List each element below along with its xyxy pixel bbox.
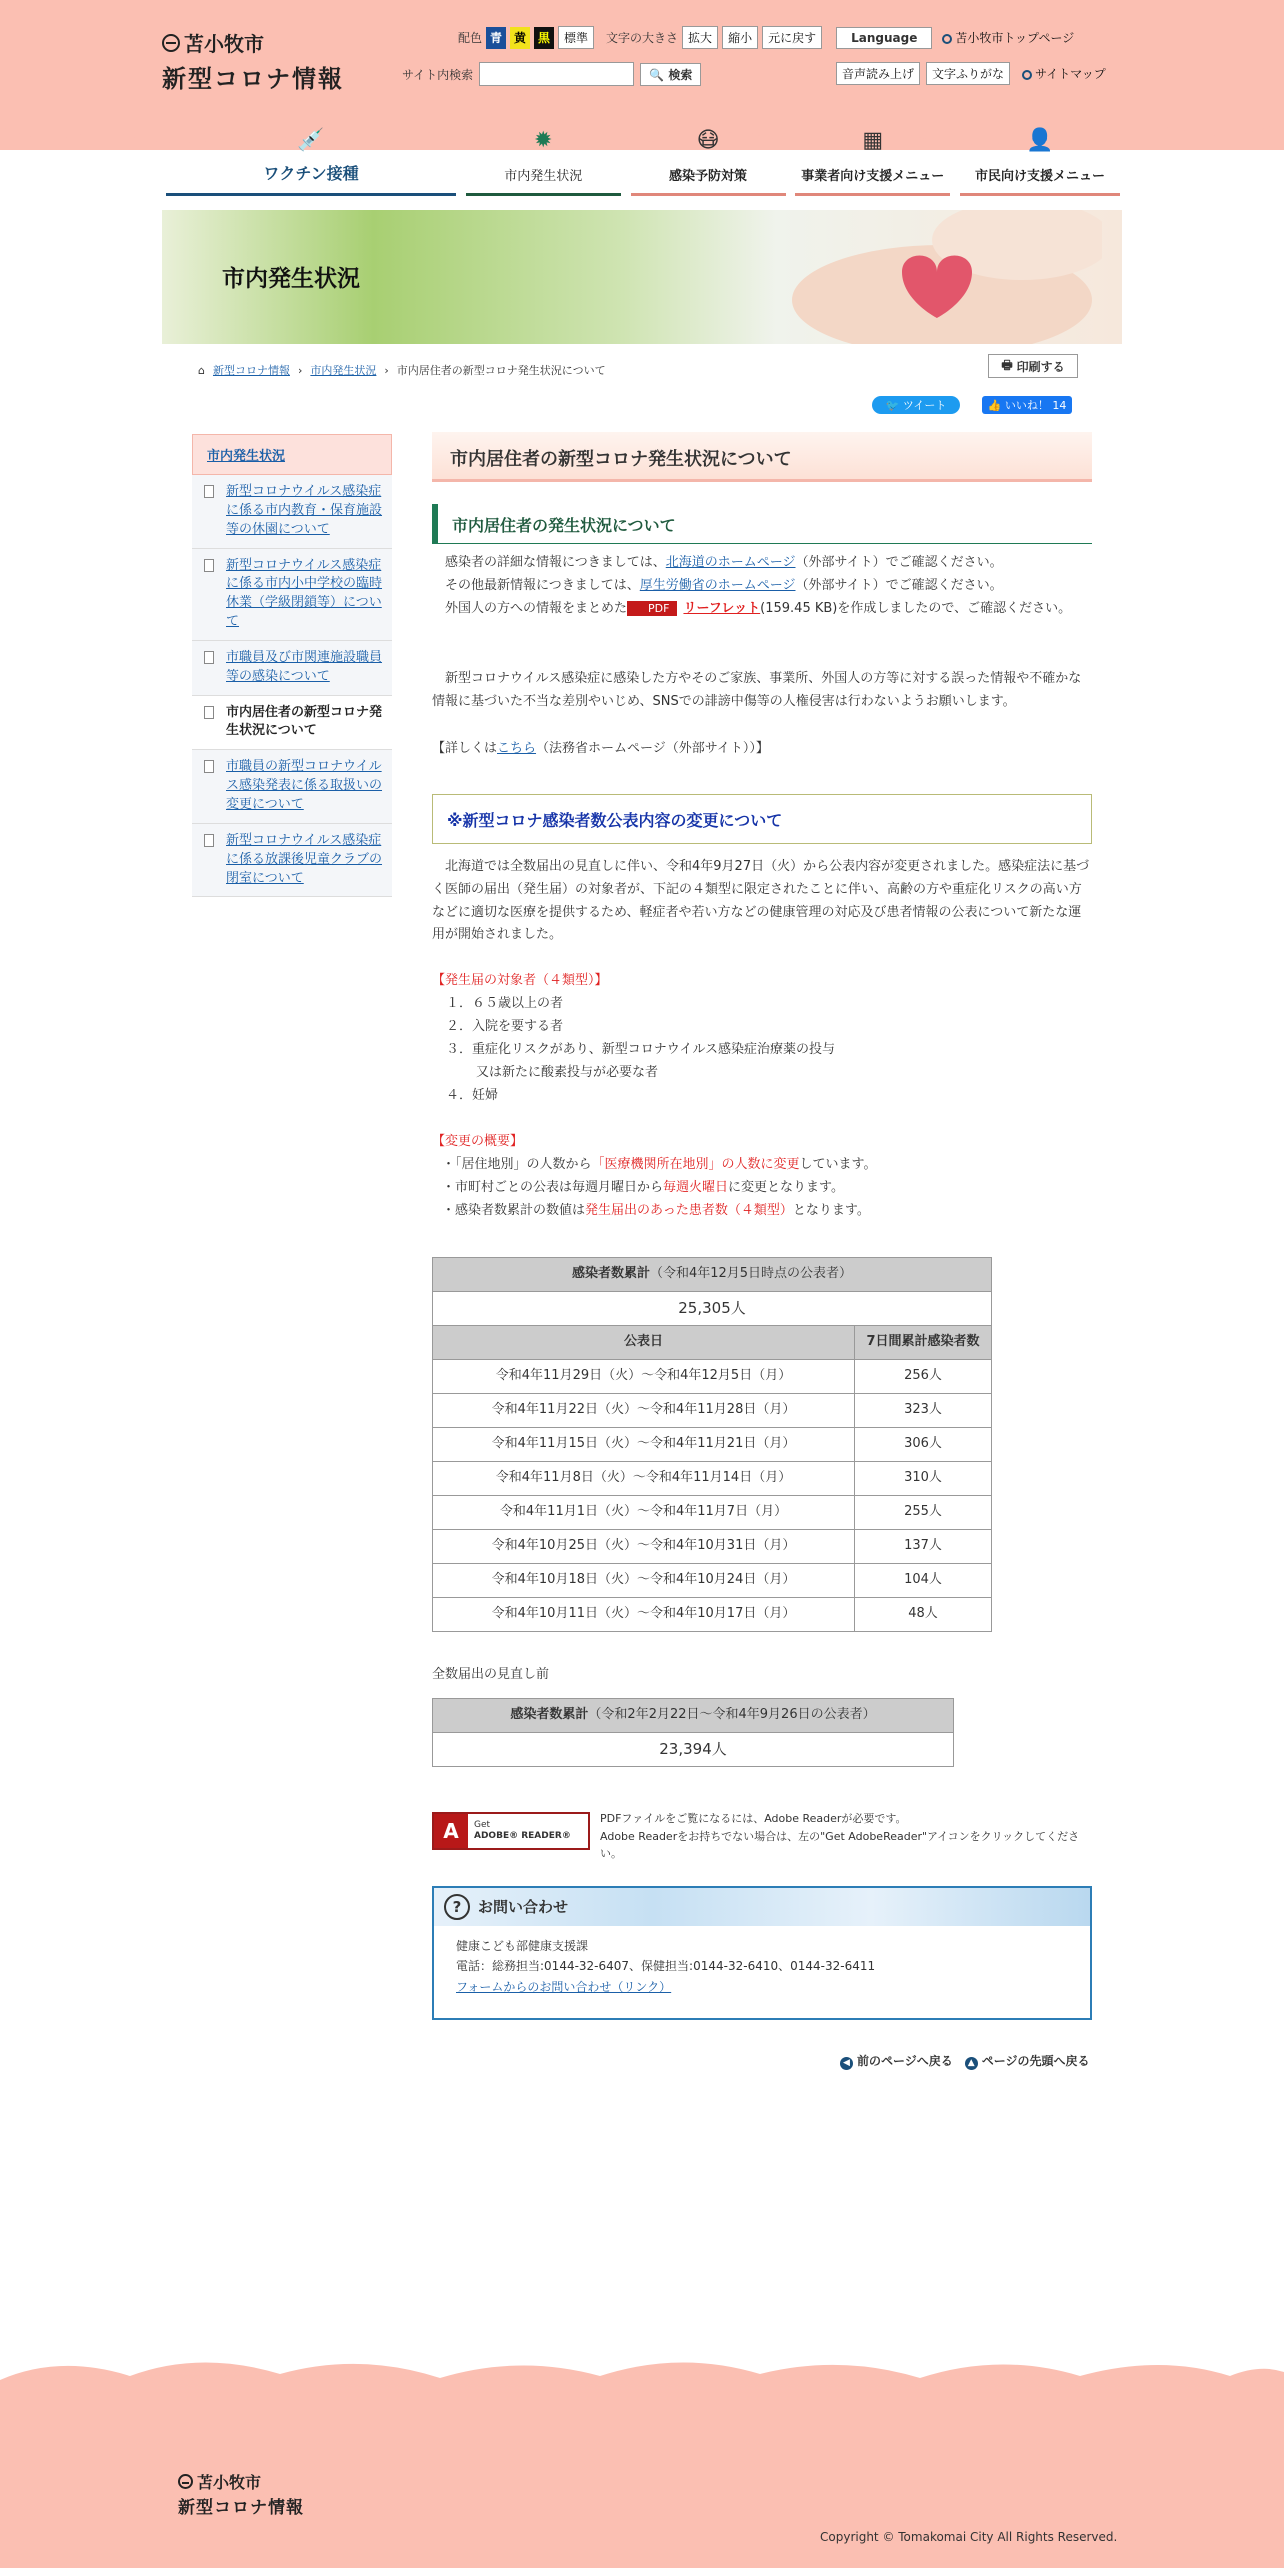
document-icon (204, 485, 214, 498)
paragraph: 【詳しくはこちら（法務省ホームページ（外部サイト））】 (432, 741, 769, 756)
contact-body: 健康こども部健康支援課 電話：総務担当:0144-32-6407、保健担当:0144-32-6410、0144-32-6411 フォームからのお問い合わせ（リンク） (456, 1939, 876, 1994)
language-button[interactable]: Language (836, 27, 932, 49)
table-row: 令和4年10月18日（火）～令和4年10月24日（月） 104人 (433, 1564, 992, 1598)
target-item: ３．重症化リスクがあり、新型コロナウイルス感染症治療薬の投与 (446, 1042, 835, 1057)
arrow-up-icon: ▲ (965, 2057, 978, 2070)
paragraph: 新型コロナウイルス感染症に感染した方やそのご家族、事業所、外国人の方等に対する誤った情報や不確かな情報に基づいた不当な差別やいじめ、SNSでの誹謗中傷等の人権侵害は行わないようお願いします。 (432, 671, 1082, 709)
change-item: ・「居住地別」の人数から「医療機関所在地別」の人数に変更しています。 (442, 1157, 877, 1172)
radio-icon (942, 34, 952, 44)
nav-local-status[interactable]: ✹ 市内発生状況 (466, 124, 621, 196)
fontsize-down-button[interactable]: 縮小 (722, 26, 758, 49)
target-item: 又は新たに酸素投与が必要な者 (476, 1065, 659, 1080)
radio-icon (1022, 70, 1032, 80)
table-row: 令和4年11月29日（火）～令和4年12月5日（月） 256人 (433, 1360, 992, 1394)
city-top-link[interactable]: 苫小牧市トップページ (942, 29, 1074, 46)
city-seal-icon (178, 2474, 193, 2489)
sidebar-item[interactable]: 市職員の新型コロナウイルス感染発表に係る取扱いの変更について (192, 750, 392, 824)
site-logo[interactable]: 苫小牧市 新型コロナ情報 (162, 32, 344, 93)
cases-table (432, 1257, 992, 1632)
twitter-icon: 🐦 (885, 398, 900, 412)
question-icon: ? (444, 1894, 470, 1920)
sidebar-item[interactable]: 新型コロナウイルス感染症に係る市内教育・保育施設等の休園について (192, 475, 392, 549)
sitemap-link[interactable]: サイトマップ (1022, 65, 1106, 82)
table-header: 感染者数累計（令和4年12月5日時点の公表者） (433, 1258, 992, 1292)
color-black-button[interactable]: 黒 (534, 27, 554, 49)
notice-body: 北海道では全数届出の見直しに伴い、令和4年9月27日（火）から公表内容が変更されました。感染症法に基づく医師の届出（発生届）の対象者が、下記の４類型に限定されたことに伴い、高齢の方や重症化リスクの高い方などに適切な医療を提供するため、軽症者や若い方などの健康管理の対応及び患者情報の公表について新たな運用が開始されました。 (432, 859, 1090, 943)
read-aloud-button[interactable]: 音声読み上げ (836, 62, 920, 85)
table-row: 令和4年10月25日（火）～令和4年10月31日（月） 137人 (433, 1530, 992, 1564)
tweet-button[interactable]: 🐦 ツイート (872, 396, 960, 414)
hands-heart-icon (772, 210, 1102, 344)
nav-vaccine[interactable]: 💉 ワクチン接種 (166, 124, 456, 196)
section-title: 市内居住者の発生状況について (432, 504, 1092, 544)
secondary-tools (836, 62, 1106, 85)
sidebar-item-current: 市内居住者の新型コロナ発生状況について (192, 696, 392, 751)
table-row: 令和4年10月11日（火）～令和4年10月17日（月） 48人 (433, 1598, 992, 1632)
hokkaido-link[interactable]: 北海道のホームページ (665, 555, 796, 570)
table-row: 令和4年11月1日（火）～令和4年11月7日（月） 255人 (433, 1496, 992, 1530)
color-standard-button[interactable]: 標準 (558, 26, 594, 49)
sidebar (192, 434, 392, 897)
nav-underline (631, 193, 786, 196)
notice-title: ※新型コロナ感染者数公表内容の変更について (432, 794, 1092, 844)
search-bar (402, 62, 701, 86)
person-icon: 👤 (1026, 128, 1054, 153)
printer-icon: 🖶 (1001, 357, 1013, 372)
change-item: ・市町村ごとの公表は毎週月曜日から毎週火曜日に変更となります。 (442, 1180, 844, 1195)
chevron-right-icon: › (384, 363, 389, 377)
column-header: 7日間累計感染者数 (855, 1326, 992, 1360)
adobe-icon: A (434, 1814, 468, 1848)
virus-icon: ✹ (534, 128, 553, 153)
search-icon: 🔍 (649, 67, 665, 82)
building-icon: ▦ (862, 128, 884, 153)
contact-box (432, 1886, 1092, 2020)
city-seal-icon (162, 34, 180, 52)
paragraph: 外国人の方への情報をまとめた PDF リーフレット(159.45 KB)を作成しましたので、ご確認ください。 (445, 601, 1072, 616)
footer-logo[interactable]: 苫小牧市 新型コロナ情報 (178, 2473, 304, 2518)
change-heading: 【変更の概要】 (432, 1134, 524, 1149)
document-icon (204, 706, 214, 719)
nav-prevention[interactable]: 😷 感染予防対策 (631, 124, 786, 196)
color-blue-button[interactable]: 青 (486, 27, 506, 49)
table-row: 令和4年11月22日（火）～令和4年11月28日（月） 323人 (433, 1394, 992, 1428)
target-item: １．６５歳以上の者 (446, 996, 564, 1011)
table-row: 令和4年11月8日（火）～令和4年11月14日（月） 310人 (433, 1462, 992, 1496)
mhlw-link[interactable]: 厚生労働省のホームページ (639, 578, 796, 593)
color-label: 配色 (458, 31, 483, 45)
facebook-like-button[interactable]: 👍 いいね！ 14 (982, 396, 1072, 414)
fontsize-reset-button[interactable]: 元に戻す (762, 26, 822, 49)
arrow-left-icon: ◀ (840, 2057, 853, 2070)
breadcrumb (198, 362, 606, 378)
cases-table-before (432, 1698, 954, 1767)
sidebar-item[interactable]: 新型コロナウイルス感染症に係る市内小中学校の臨時休業（学級閉鎖等）について (192, 549, 392, 641)
page-title: 市内居住者の新型コロナ発生状況について (432, 432, 1092, 482)
nav-underline (960, 193, 1120, 196)
sidebar-item[interactable]: 市職員及び市関連施設職員等の感染について (192, 641, 392, 696)
table-row: 令和4年11月15日（火）～令和4年11月21日（月） 306人 (433, 1428, 992, 1462)
fontsize-up-button[interactable]: 拡大 (682, 26, 718, 49)
chevron-right-icon: › (297, 363, 303, 377)
furigana-button[interactable]: 文字ふりがな (926, 62, 1010, 85)
pdf-icon: PDF (627, 601, 677, 616)
fontsize-label: 文字の大きさ (606, 31, 679, 45)
document-icon (204, 559, 214, 572)
nav-underline (795, 193, 950, 196)
syringe-icon: 💉 (297, 128, 325, 153)
document-icon (204, 760, 214, 773)
change-item: ・感染者数累計の数値は発生届出のあった患者数（４類型）となります。 (442, 1203, 870, 1218)
sidebar-item[interactable]: 新型コロナウイルス感染症に係る放課後児童クラブの閉室について (192, 824, 392, 898)
home-icon[interactable]: ⌂ (198, 363, 205, 377)
breadcrumb-link[interactable]: 新型コロナ情報 (212, 364, 290, 377)
contact-header: ? お問い合わせ (434, 1888, 1090, 1926)
page-banner (162, 210, 1122, 344)
paragraph: 感染者の詳細な情報につきましては、北海道のホームページ（外部サイト）でご確認ください。 (445, 555, 1003, 570)
mask-icon: 😷 (696, 128, 720, 153)
search-button[interactable]: 🔍 検索 (640, 63, 701, 86)
nav-business-support[interactable]: ▦ 事業者向け支援メニュー (795, 124, 950, 196)
get-adobe-reader-button[interactable]: A Get ADOBE® READER® (432, 1812, 590, 1850)
paragraph: その他最新情報につきましては、厚生労働省のホームページ（外部サイト）でご確認ください。 (445, 578, 1003, 593)
target-heading: 【発生届の対象者（４類型）】 (432, 973, 608, 988)
copyright: Copyright © Tomakomai City All Rights Reserved. (820, 2530, 1118, 2544)
breadcrumb-current: 市内居住者の新型コロナ発生状況について (396, 364, 606, 377)
page-top-link[interactable]: ▲ ページの先頭へ戻る (965, 2052, 1090, 2070)
print-button[interactable]: 🖶 印刷する (988, 354, 1078, 378)
document-icon (204, 651, 214, 664)
thumbs-up-icon: 👍 (987, 398, 1002, 412)
prev-page-link[interactable]: ◀ 前のページへ戻る (840, 2052, 953, 2070)
cases-total: 23,394人 (433, 1733, 954, 1767)
target-item: ４．妊婦 (446, 1088, 499, 1103)
search-label: サイト内検索 (402, 67, 474, 82)
nav-underline (466, 193, 621, 196)
nav-citizen-support[interactable]: 👤 市民向け支援メニュー (960, 124, 1120, 196)
cases-total: 25,305人 (433, 1292, 992, 1326)
back-links (840, 2052, 1090, 2070)
breadcrumb-link[interactable]: 市内発生状況 (310, 364, 377, 377)
contact-form-link[interactable]: フォームからのお問い合わせ（リンク） (456, 1979, 672, 1994)
table2-caption: 全数届出の見直し前 (432, 1667, 550, 1682)
adobe-note: PDFファイルをご覧になるには、Adobe Readerが必要です。 Adobe Readerをお持ちでない場合は、左の"Get AdobeReader"アイコンをクリックしてください。 (600, 1812, 1080, 1861)
search-input[interactable] (479, 62, 634, 86)
global-nav (166, 124, 1120, 196)
leaflet-link[interactable]: リーフレット (683, 601, 761, 616)
sidebar-head[interactable]: 市内発生状況 (192, 434, 392, 475)
nav-underline (166, 193, 456, 196)
column-header: 公表日 (433, 1326, 855, 1360)
banner-title: 市内発生状況 (222, 266, 360, 292)
table-header: 感染者数累計（令和2年2月22日～令和4年9月26日の公表者） (433, 1699, 954, 1733)
target-item: ２．入院を要する者 (446, 1019, 564, 1034)
moj-link[interactable]: こちら (497, 741, 537, 756)
document-icon (204, 834, 214, 847)
color-yellow-button[interactable]: 黄 (510, 27, 530, 49)
accessibility-toolbar (458, 26, 1074, 49)
